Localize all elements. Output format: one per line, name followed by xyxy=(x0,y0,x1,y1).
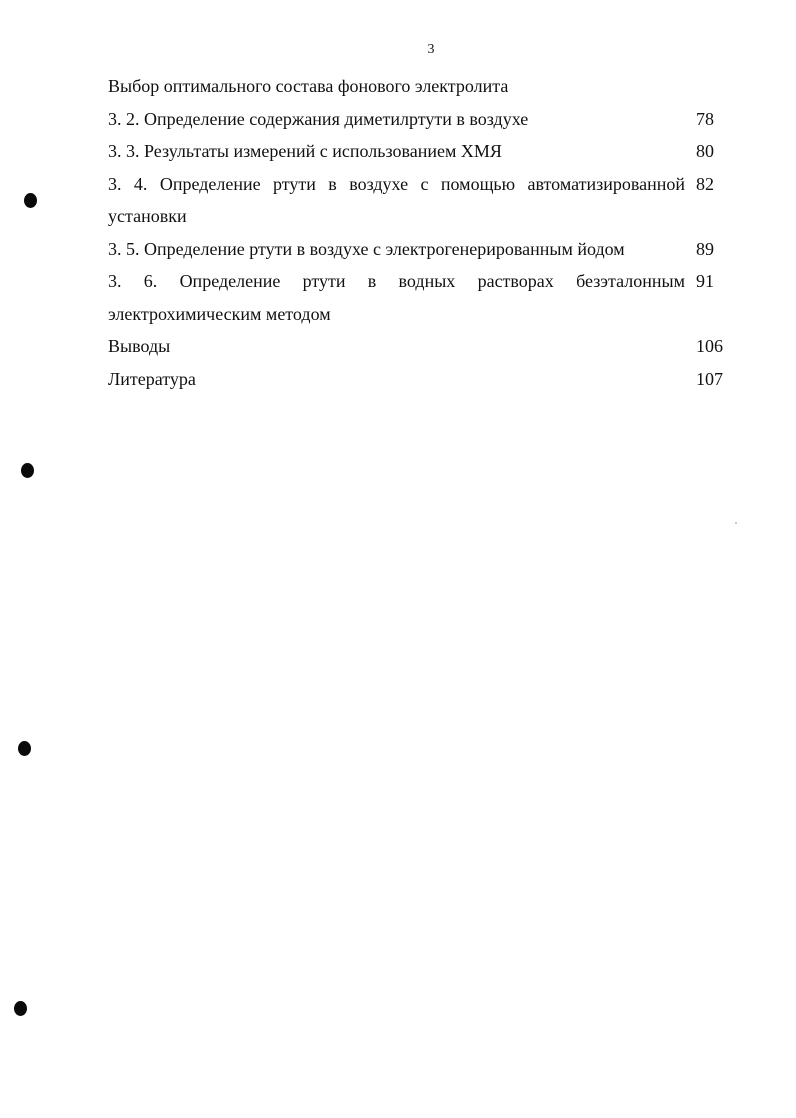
scan-speck xyxy=(735,522,737,524)
toc-entry-title: Выбор оптимального состава фонового электролита xyxy=(108,76,509,96)
toc-entry-page: 78 xyxy=(696,108,714,129)
toc-entry-page: 91 xyxy=(696,271,714,291)
toc-entry-title-line: 3. 6. Определение ртути в водных растворах безэталонным xyxy=(108,271,685,291)
toc-entry-title-line: установки xyxy=(108,206,187,226)
toc-entry-title: 3. 2. Определение содержания диметилртути в воздухе xyxy=(108,108,529,129)
toc-entry-page: 80 xyxy=(696,141,714,161)
toc-entry-page: 89 xyxy=(696,238,714,259)
page-number: 3 xyxy=(427,42,435,57)
toc-entry-title: 3. 5. Определение ртути в воздухе с электрогенерированным йодом xyxy=(108,238,625,259)
toc-entry xyxy=(108,135,726,168)
toc-entry xyxy=(108,330,726,363)
toc-entry-page: 107 xyxy=(696,368,723,389)
table-of-contents xyxy=(108,70,726,395)
toc-entry-title-line: 3. 4. Определение ртути в воздухе с помощью автоматизированной xyxy=(108,173,685,194)
toc-entry xyxy=(108,103,726,136)
binder-hole-mark xyxy=(21,463,34,478)
toc-entry xyxy=(108,233,726,266)
toc-entry-title xyxy=(108,168,685,233)
toc-entry-page: 106 xyxy=(696,336,723,356)
binder-hole-mark xyxy=(18,741,31,756)
toc-entry xyxy=(108,70,726,103)
binder-hole-mark xyxy=(24,193,37,208)
toc-entry xyxy=(108,265,726,330)
binder-hole-mark xyxy=(14,1001,27,1016)
toc-entry-title: Литература xyxy=(108,368,196,389)
toc-entry-page: 82 xyxy=(696,173,714,194)
toc-entry xyxy=(108,363,726,396)
toc-entry-title-line: электрохимическим методом xyxy=(108,303,331,324)
toc-entry xyxy=(108,168,726,233)
toc-entry-title: Выводы xyxy=(108,336,171,356)
toc-entry-title xyxy=(108,265,685,330)
toc-entry-title: 3. 3. Результаты измерений с использованием ХМЯ xyxy=(108,141,502,161)
